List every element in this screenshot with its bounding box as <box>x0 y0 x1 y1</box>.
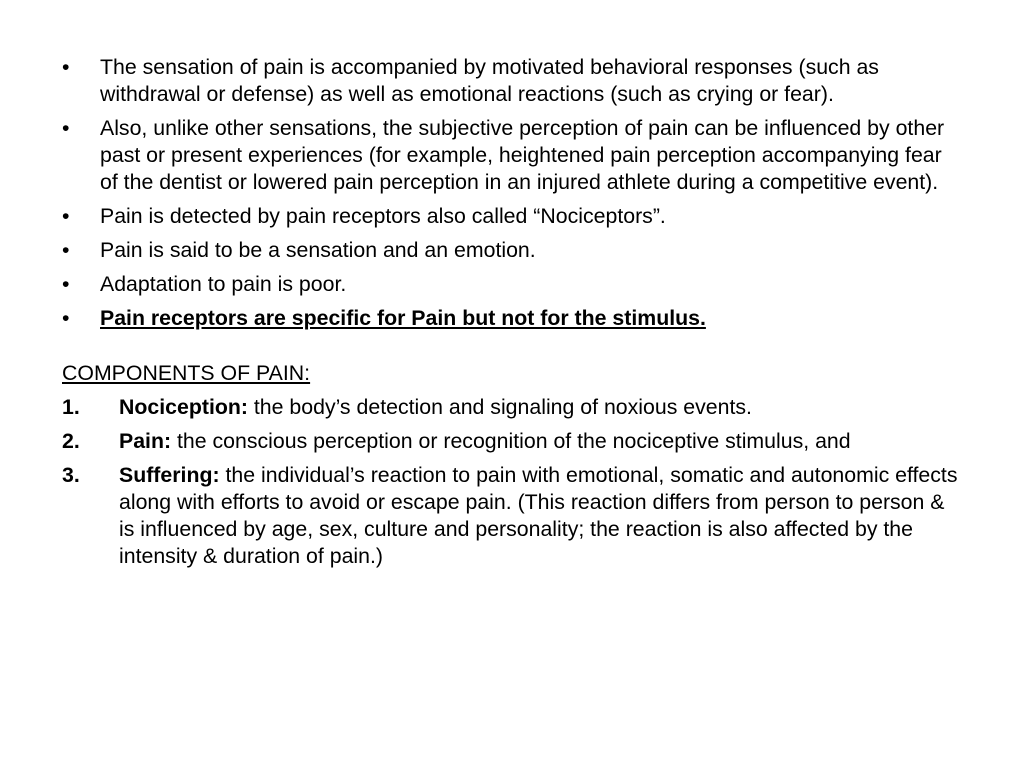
item-text: the body’s detection and signaling of noxious events. <box>247 395 752 419</box>
bullet-item <box>62 271 962 298</box>
item-number: 3. <box>62 463 80 487</box>
component-item <box>62 428 962 455</box>
item-text: the conscious perception or recognition of the nociceptive stimulus, and <box>171 429 851 453</box>
bullet-item <box>62 54 962 108</box>
item-text: the individual’s reaction to pain with emotional, somatic and autonomic effects along with efforts to avoid or escape pain. (This reaction differs from person to person & is influenced by age, sex, culture and personality; the reaction is also affected by the intensity & duration of pain.) <box>119 463 958 568</box>
bullet-item <box>62 237 962 264</box>
bullet-marker: • <box>62 55 70 79</box>
component-item <box>62 462 962 570</box>
components-list <box>62 394 962 570</box>
bullet-text: Also, unlike other sensations, the subjective perception of pain can be influenced by other past or present experiences (for example, heightened pain perception accompanying fear of the dentist or lowered pain perception in an injured athlete during a competitive event). <box>100 116 945 194</box>
item-term: Nociception: <box>119 395 248 419</box>
components-heading: COMPONENTS OF PAIN: <box>62 361 311 385</box>
bullet-text: Adaptation to pain is poor. <box>100 272 347 296</box>
bullet-marker: • <box>62 272 70 296</box>
bullet-text: Pain is said to be a sensation and an emotion. <box>100 238 536 262</box>
bullet-marker: • <box>62 116 70 140</box>
bullet-list <box>62 54 962 332</box>
item-number: 1. <box>62 395 80 419</box>
bullet-text: Pain receptors are specific for Pain but not for the stimulus. <box>100 306 706 330</box>
bullet-text: Pain is detected by pain receptors also called “Nociceptors”. <box>100 204 666 228</box>
item-number: 2. <box>62 429 80 453</box>
bullet-item-emphasized <box>62 305 962 332</box>
bullet-marker: • <box>62 238 70 262</box>
bullet-item <box>62 115 962 196</box>
bullet-item <box>62 203 962 230</box>
component-item <box>62 394 962 421</box>
bullet-text: The sensation of pain is accompanied by motivated behavioral responses (such as withdrawal or defense) as well as emotional reactions (such as crying or fear). <box>100 55 879 106</box>
item-term: Suffering: <box>119 463 220 487</box>
bullet-marker: • <box>62 204 70 228</box>
bullet-marker: • <box>62 306 70 330</box>
slide-content <box>62 54 962 577</box>
item-term: Pain: <box>119 429 172 453</box>
